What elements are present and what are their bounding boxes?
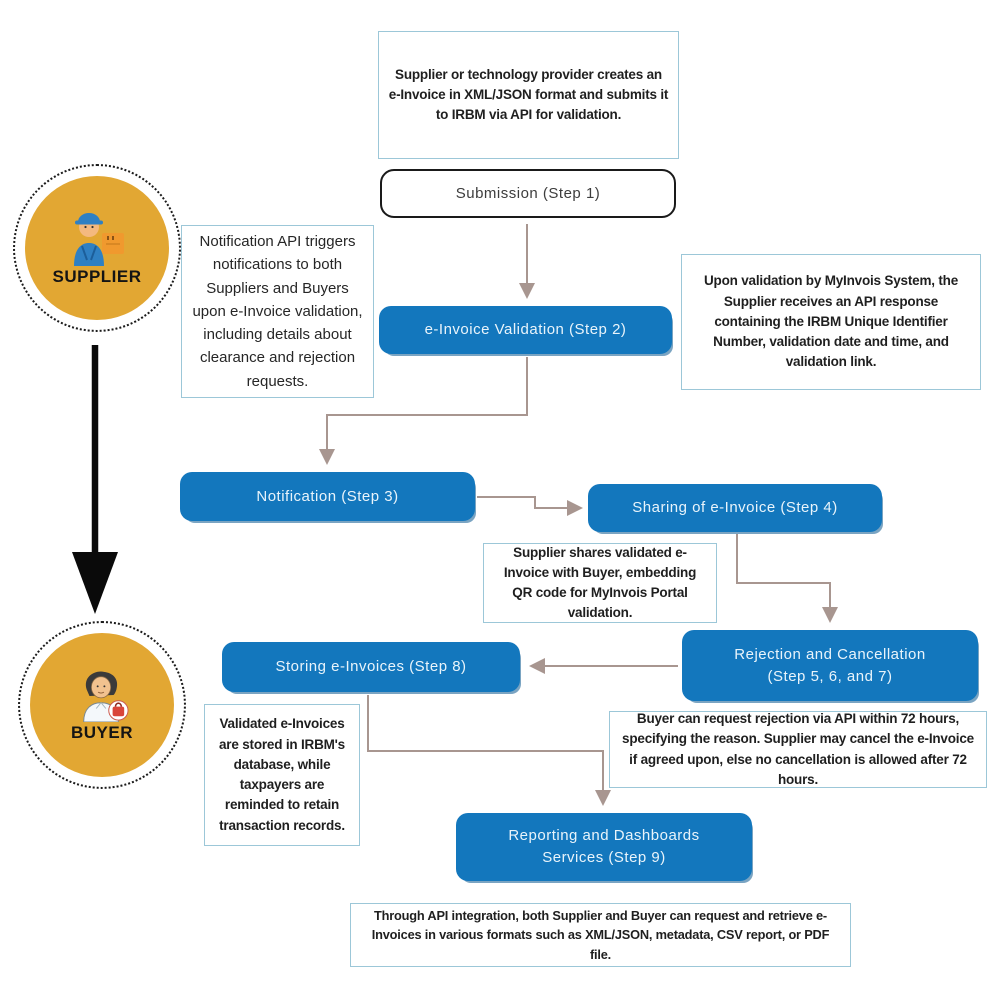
note-rejection: Buyer can request rejection via API within 72 hours, specifying the reason. Supplier may cancel the e-Invoice if agreed upon, else no cancellation is allowed after 72 hours. [609,711,987,788]
connector-step3-step4 [477,497,580,508]
step-storing-label: Storing e-Invoices (Step 8) [275,658,467,676]
step-validation [379,306,672,354]
actor-supplier [13,164,181,332]
step-submission-label: Submission (Step 1) [455,185,601,202]
step-submission [380,169,676,218]
actor-buyer-label: BUYER [70,722,133,742]
supplier-to-buyer-arrow [72,345,118,614]
step-notification [180,472,475,521]
step-validation-label: e-Invoice Validation (Step 2) [424,321,627,339]
note-submission: Supplier or technology provider creates an e-Invoice in XML/JSON format and submits it to IRBM via API for validation. [378,31,679,159]
actor-buyer [18,621,186,789]
actor-supplier-label: SUPPLIER [52,266,142,286]
note-reporting: Through API integration, both Supplier and Buyer can request and retrieve e-Invoices in various formats such as XML/JSON, metadata, CSV report, or PDF file. [350,903,851,967]
step-reporting-label: Reporting and Dashboards Services (Step 9) [508,827,700,866]
supplier-icon [64,210,130,266]
note-storing: Validated e-Invoices are stored in IRBM's database, while taxpayers are reminded to retain transaction records. [204,704,360,846]
step-sharing-label: Sharing of e-Invoice (Step 4) [632,499,838,517]
step-reporting [456,813,752,881]
connector-step4-step567 [737,534,830,620]
connector-step8-step9 [368,695,603,803]
note-notification-api: Notification API triggers notifications to both Suppliers and Buyers upon e-Invoice validation, including details about clearance and rejection requests. [181,225,374,398]
step-sharing [588,484,882,532]
step-notification-label: Notification (Step 3) [256,487,399,505]
buyer-icon [71,668,133,722]
step-rejection-cancellation-label: Rejection and Cancellation (Step 5, 6, and 7) [734,645,926,685]
step-rejection-cancellation [682,630,978,701]
note-sharing: Supplier shares validated e-Invoice with Buyer, embedding QR code for MyInvois Portal validation. [483,543,717,623]
note-validation-response: Upon validation by MyInvois System, the Supplier receives an API response containing the IRBM Unique Identifier Number, validation date and time, and validation link. [681,254,981,390]
step-storing [222,642,520,692]
